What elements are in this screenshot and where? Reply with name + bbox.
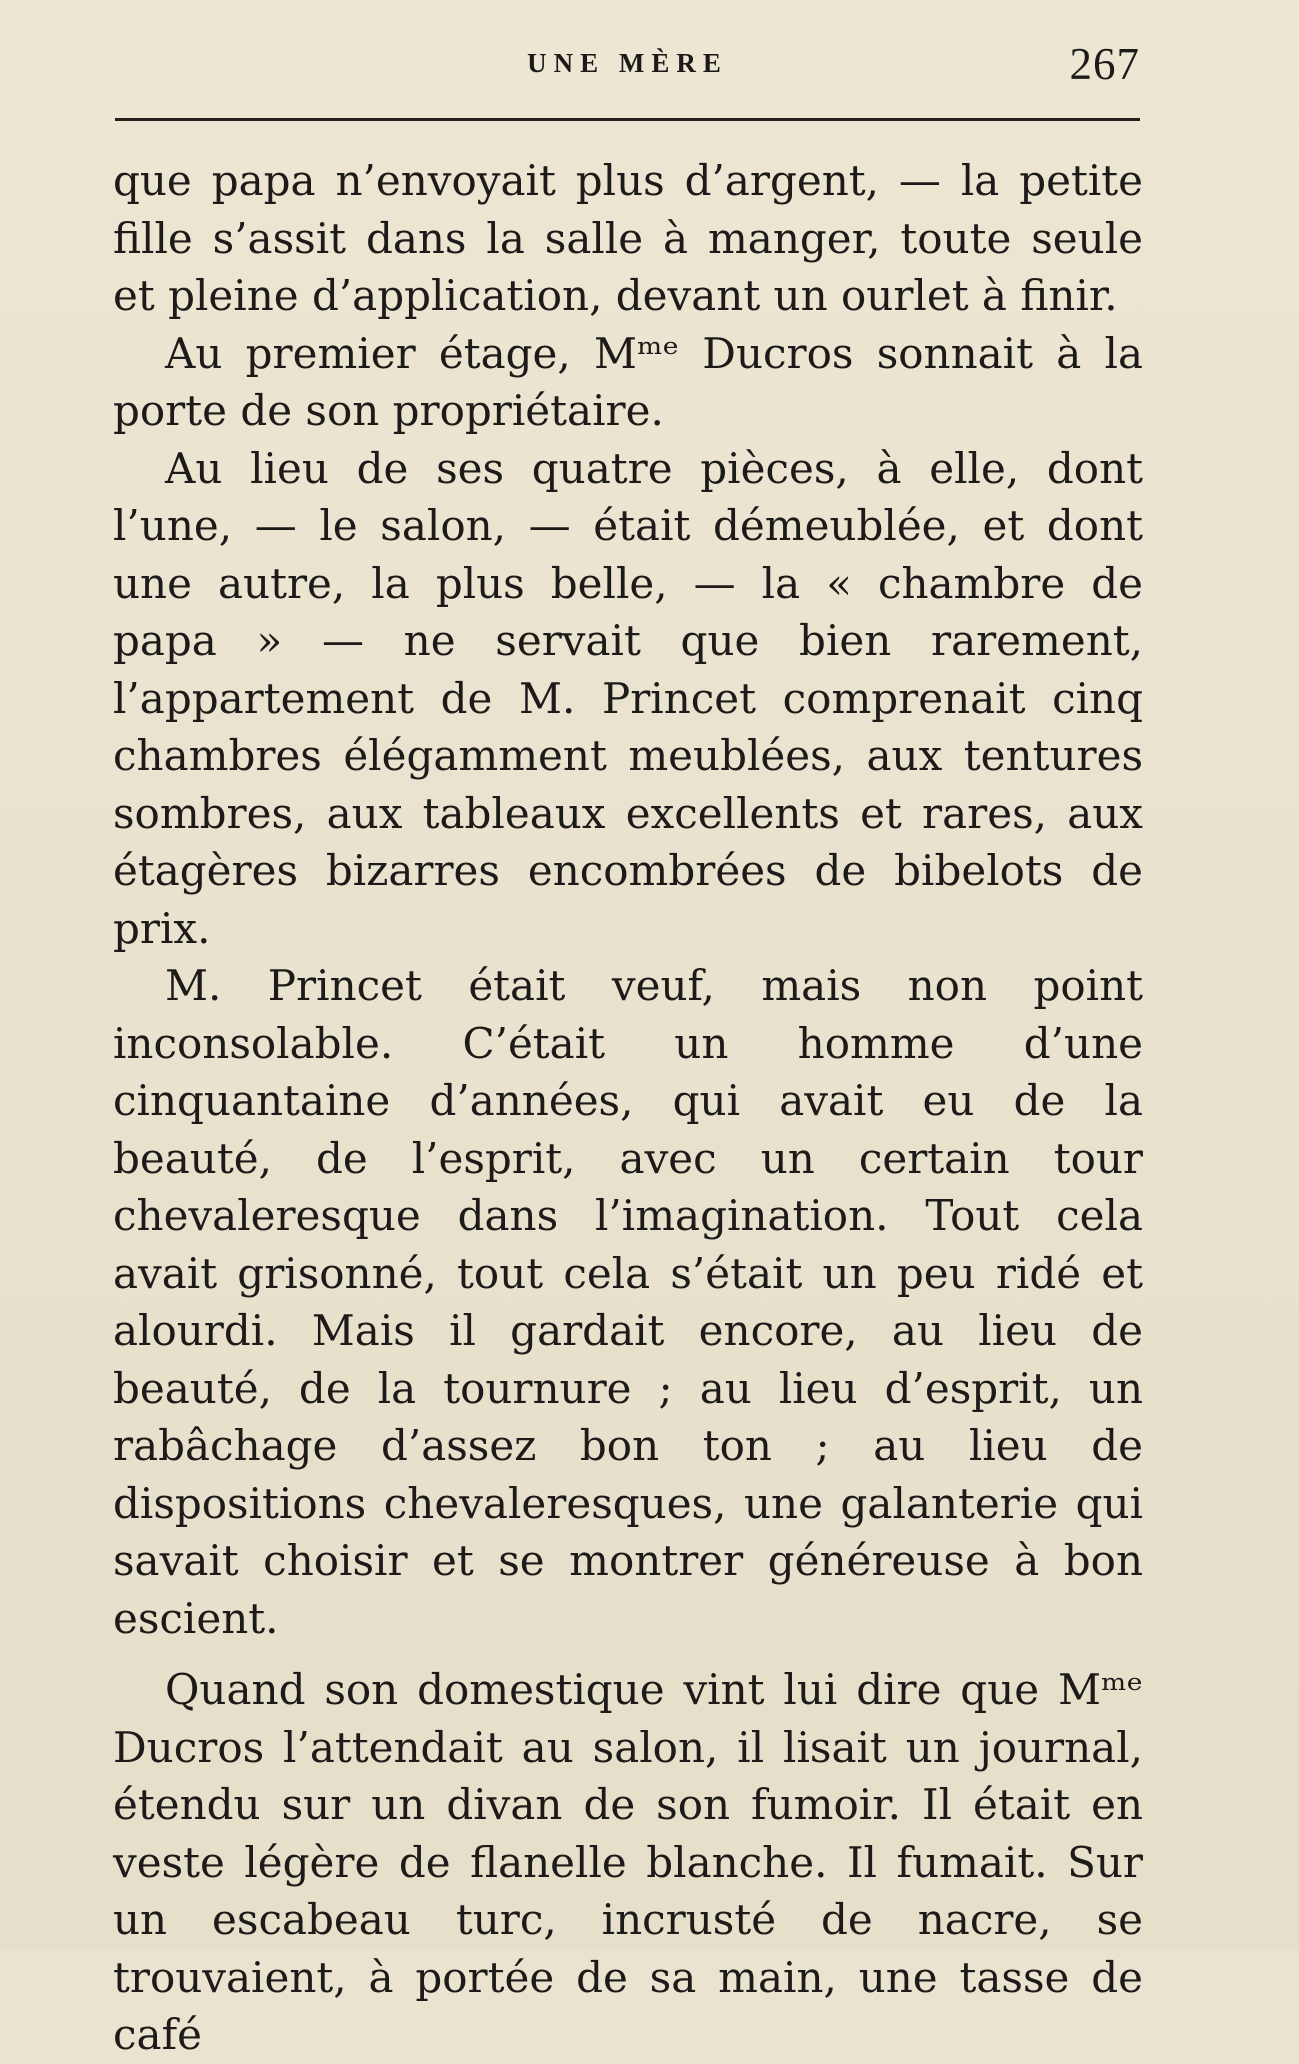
- running-title: UNE MÈRE: [527, 48, 728, 78]
- paragraph: Au lieu de ses quatre pièces, à elle, dont l’une, — le salon, — était démeublée, et dont une autre, la plus belle, — la « chambre de papa » — ne servait que bien rarement, l’appartement de M. Princet comprenait cinq chambres élégamment meublées, aux tentures sombres, aux tableaux excellents et rares, aux étagères bizarres encombrées de bibelots de prix.: [113, 443, 1143, 953]
- paragraph: M. Princet était veuf, mais non point inconsolable. C’était un homme d’une cinquantaine d’années, qui avait eu de la beauté, de l’esprit, avec un certain tour chevaleresque dans l’imagination. Tout cela avait grisonné, tout cela s’était un peu ridé et alourdi. Mais il gardait encore, au lieu de beauté, de la tournure ; au lieu d’esprit, un rabâchage d’assez bon ton ; au lieu de dispositions chevaleresques, une galanterie qui savait choisir et se montrer généreuse à bon escient.: [113, 961, 1143, 1643]
- paragraph: Au premier étage, Mᵐᵉ Ducros sonnait à la porte de son propriétaire.: [113, 328, 1143, 435]
- running-head: [115, 38, 1140, 94]
- page-number: 267: [1069, 39, 1140, 89]
- header-rule: [115, 118, 1140, 121]
- paragraph: Quand son domestique vint lui dire que Mᵐᵉ Ducros l’attendait au salon, il lisait un journal, étendu sur un divan de son fumoir. Il était en veste légère de flanelle blanche. Il fumait. Sur un escabeau turc, incrusté de nacre, se trouvaient, à portée de sa main, une tasse de café: [113, 1665, 1143, 2059]
- paragraph-continued: que papa n’envoyait plus d’argent, — la petite fille s’assit dans la salle à manger, toute seule et pleine d’application, devant un ourlet à finir.: [113, 156, 1143, 320]
- body-text: [113, 152, 1143, 2064]
